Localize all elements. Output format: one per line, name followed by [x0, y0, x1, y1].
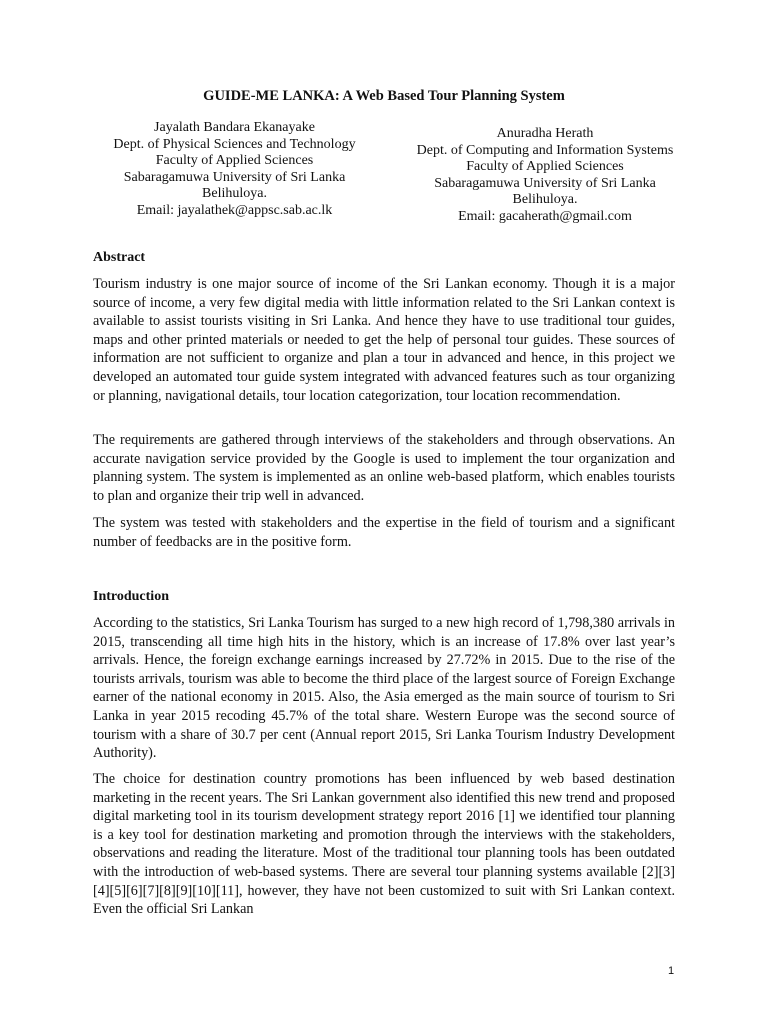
author-block-2: [395, 126, 695, 226]
author-location: Belihuloya.: [202, 186, 267, 202]
abstract-paragraph-2: The requirements are gathered through interviews of the stakeholders and through observations. An accurate navigation service provided by the Google is used to implement the tour organization and planning system. The system is implemented as an online web-based platform, which enables tourists to plan and organize their trip well in advanced.: [93, 432, 675, 504]
author-block-1: [92, 120, 377, 220]
author-faculty: Faculty of Applied Sciences: [155, 153, 314, 169]
author-university: Sabaragamuwa University of Sri Lanka: [434, 175, 656, 191]
abstract-heading: Abstract: [93, 250, 146, 265]
author-department: Dept. of Computing and Information Systems: [416, 142, 674, 158]
author-name: Jayalath Bandara Ekanayake: [154, 120, 315, 135]
author-department: Dept. of Physical Sciences and Technology: [113, 136, 356, 152]
author-email: Email: gacaherath@gmail.com: [458, 208, 632, 224]
author-university: Sabaragamuwa University of Sri Lanka: [123, 169, 346, 185]
abstract-paragraph-1: Tourism industry is one major source of income of the Sri Lankan economy. Though it is a major source of income, a very few digital media with little information related to the Sri Lankan context is available to assist tourists visiting in Sri Lanka. And hence they have to use traditional tour guides, maps and other printed materials or needed to get the help of personal tour guides. These sources of information are not sufficient to organize and plan a tour in advanced and hence, in this project we developed an automated tour guide system integrated with advanced features such as tour organizing or planning, navigational details, tour location categorization, tour location recommendation.: [93, 276, 675, 404]
paper-title: GUIDE-ME LANKA: A Web Based Tour Planning System: [203, 88, 565, 104]
abstract-paragraph-3: The system was tested with stakeholders and the expertise in the field of tourism and a significant number of feedbacks are in the positive form.: [93, 515, 675, 550]
introduction-heading: Introduction: [93, 589, 169, 604]
author-email: Email: jayalathek@appsc.sab.ac.lk: [136, 202, 333, 218]
page-number: 1: [668, 965, 675, 977]
author-faculty: Faculty of Applied Sciences: [466, 159, 624, 175]
author-location: Belihuloya.: [512, 192, 578, 208]
introduction-paragraph-2: The choice for destination country promotions has been influenced by web based destination marketing in the recent years. The Sri Lankan government also identified this new trend and proposed digital marketing tool in its tourism development strategy report 2016 [1] we identified tour planning is a key tool for destination marketing and promotion through the interviews with the stakeholders, observations and reading the literature. Most of the traditional tour planning tools has been outdated with the introduction of web-based systems. There are several tour planning systems available [2][3][4][5][6][7][8][9][10][11], however, they have not been customized to suit with Sri Lankan context. Even the official Sri Lankan: [93, 771, 675, 918]
introduction-paragraph-1: According to the statistics, Sri Lanka Tourism has surged to a new high record of 1,798,380 arrivals in 2015, transcending all time high hits in the history, which is an increase of 17.8% over last year’s arrivals. Hence, the foreign exchange earnings increased by 27.72% in 2015. Due to the rise of the tourists arrivals, tourism was able to become the third place of the largest source of Foreign Exchange earner of the national economy in 2015. Also, the Asia emerged as the main source of tourism to Sri Lanka in year 2015 recoding 45.7% of the total share. Western Europe was the second source of tourism with a share of 30.7 per cent (Annual report 2015, Sri Lanka Tourism Industry Development Authority).: [93, 615, 675, 762]
author-name: Anuradha Herath: [496, 126, 594, 141]
